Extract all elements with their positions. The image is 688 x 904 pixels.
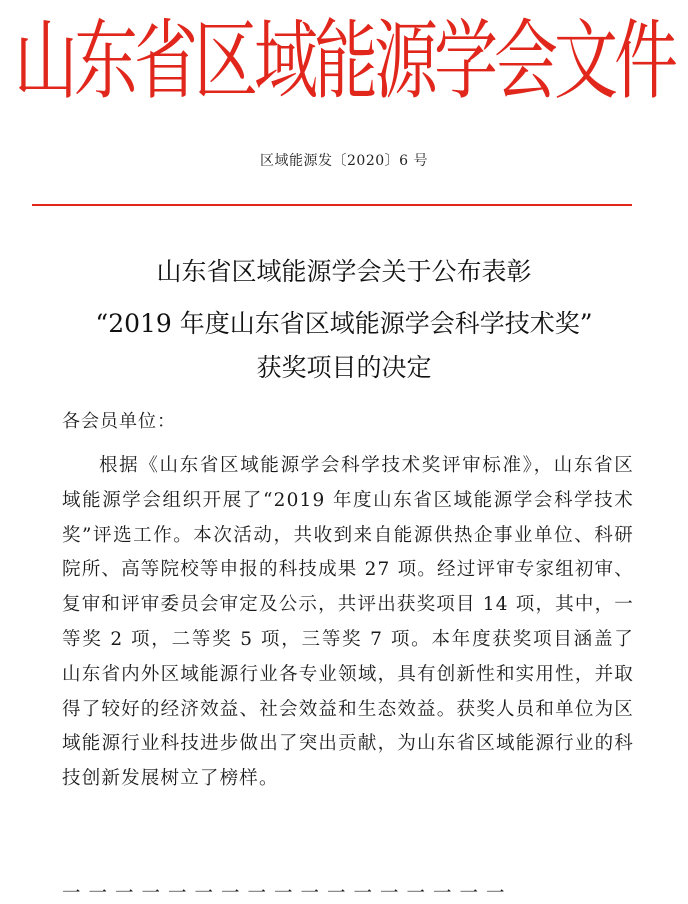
salutation: 各会员单位：: [62, 411, 176, 432]
next-paragraph-cutoff: [62, 883, 634, 904]
red-header: [0, 6, 688, 118]
cutoff-text-fragment: 一一一一一一一一一一一一一一一一一: [62, 883, 513, 904]
org-file-title: 山东省区域能源学会文件: [14, 12, 674, 112]
title-line-2: “2019 年度山东省区域能源学会科学技术奖”: [95, 309, 593, 338]
title-line-3: 获奖项目的决定: [256, 353, 432, 382]
red-divider-line: [32, 204, 632, 206]
document-number: 区域能源发〔2020〕6 号: [260, 153, 428, 169]
body-paragraph: 根据《山东省区域能源学会科学技术奖评审标准》，山东省区域能源学会组织开展了“2019 年度山东省区域能源学会科学技术奖”评选工作。本次活动，共收到来自能源供热企事业单位、科研院所、高等院校等申报的科技成果 27 项。经过评审专家组初审、复审和评审委员会审定及公示，共评出获奖项目 14 项，其中，一等奖 2 项，二等奖 5 项，三等奖 7 项。本年度获奖项目涵盖了山东省内外区域能源行业各专业领域，具有创新性和实用性，并取得了较好的经济效益、社会效益和生态效益。获奖人员和单位为区域能源行业科技进步做出了突出贡献，为山东省区域能源行业的科技创新发展树立了榜样。: [62, 455, 635, 790]
title-line-1: 山东省区域能源学会关于公布表彰: [156, 257, 532, 286]
